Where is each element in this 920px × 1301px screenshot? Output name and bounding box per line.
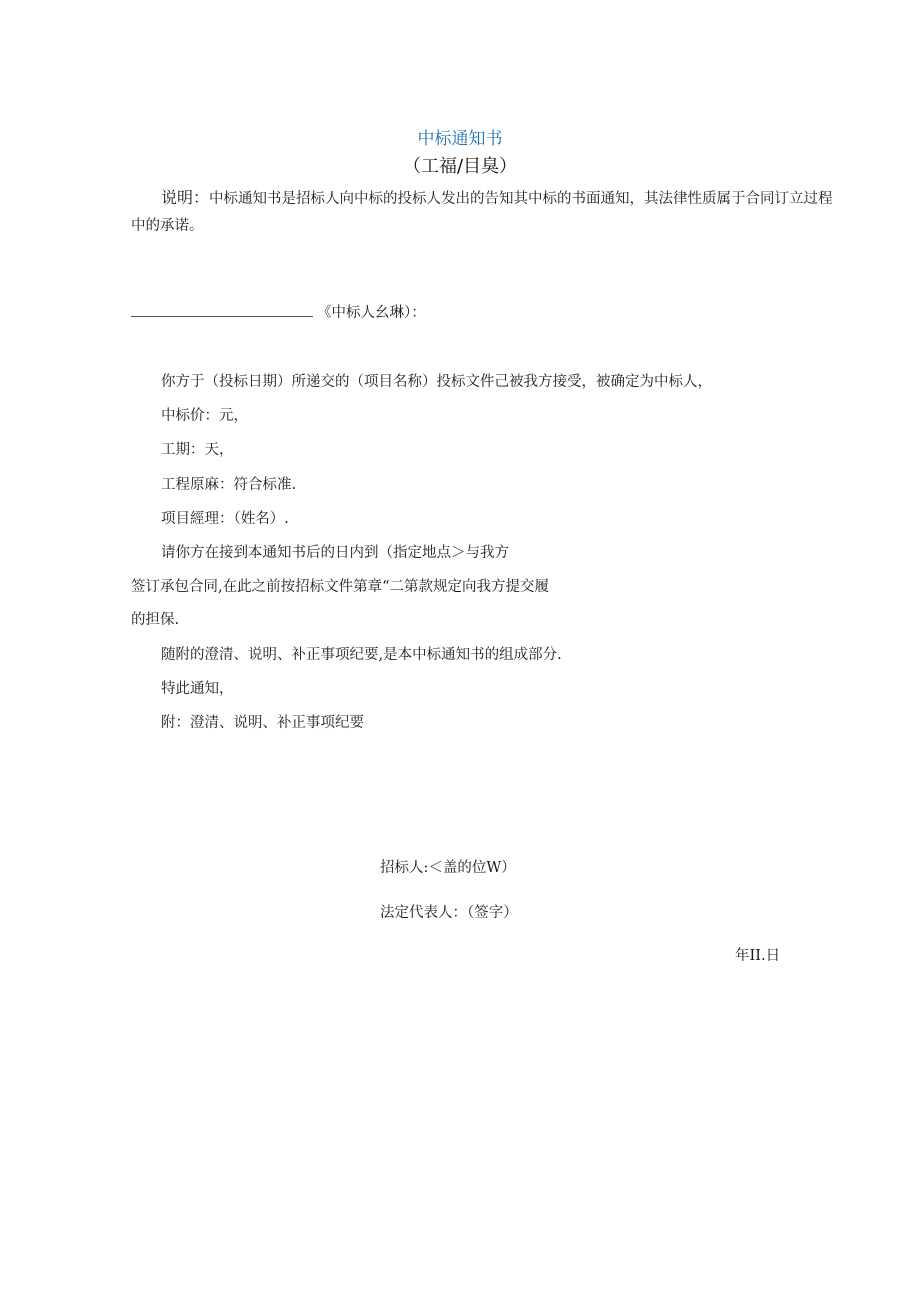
body-line: 工期：天， xyxy=(161,442,234,458)
addressee-line xyxy=(131,302,426,324)
body-line: 附：澄清、说明、补正事项纪要 xyxy=(161,715,364,731)
body-line: 特此通知， xyxy=(161,681,234,697)
description-text: 中标通知书是招标人向中标的投标人发出的告知其中标的书面通知，其法律性质属于合同订立过程中的承诺。 xyxy=(131,191,833,234)
description-label: 说明： xyxy=(161,188,210,207)
document-subtitle: （工福/目臭） xyxy=(402,156,518,177)
body-line: 请你方在接到本通知书后的日内到（指定地点＞与我方 xyxy=(161,545,509,561)
body-line: 中标价：元， xyxy=(161,408,248,424)
addressee-blank xyxy=(131,302,313,317)
body-line: 你方于（投标日期）所递交的（项目名称）投标文件己被我方接受，被确定为中标人， xyxy=(161,374,712,390)
body-line: 的担保. xyxy=(131,612,180,628)
description-paragraph xyxy=(131,184,836,240)
body-line: 随附的澄清、说明、补正事项纪要,是本中标通知书的组成部分. xyxy=(161,647,562,663)
addressee-text: 《中标人幺琳）： xyxy=(317,305,426,321)
body-line: 签订承包合同,在此之前按招标文件第章“二第款规定向我方提交履 xyxy=(131,579,550,595)
date-line: 年II.日 xyxy=(735,948,781,964)
body-line: 项目經理：（姓名）. xyxy=(161,511,289,527)
body-line: 工程原麻：符合标准. xyxy=(161,477,297,493)
document-title: 中标通知书 xyxy=(417,129,503,149)
legal-rep-signature-line: 法定代表人：（签字） xyxy=(380,905,518,921)
tenderer-signature-line: 招标人:＜盖的位W） xyxy=(380,860,516,876)
